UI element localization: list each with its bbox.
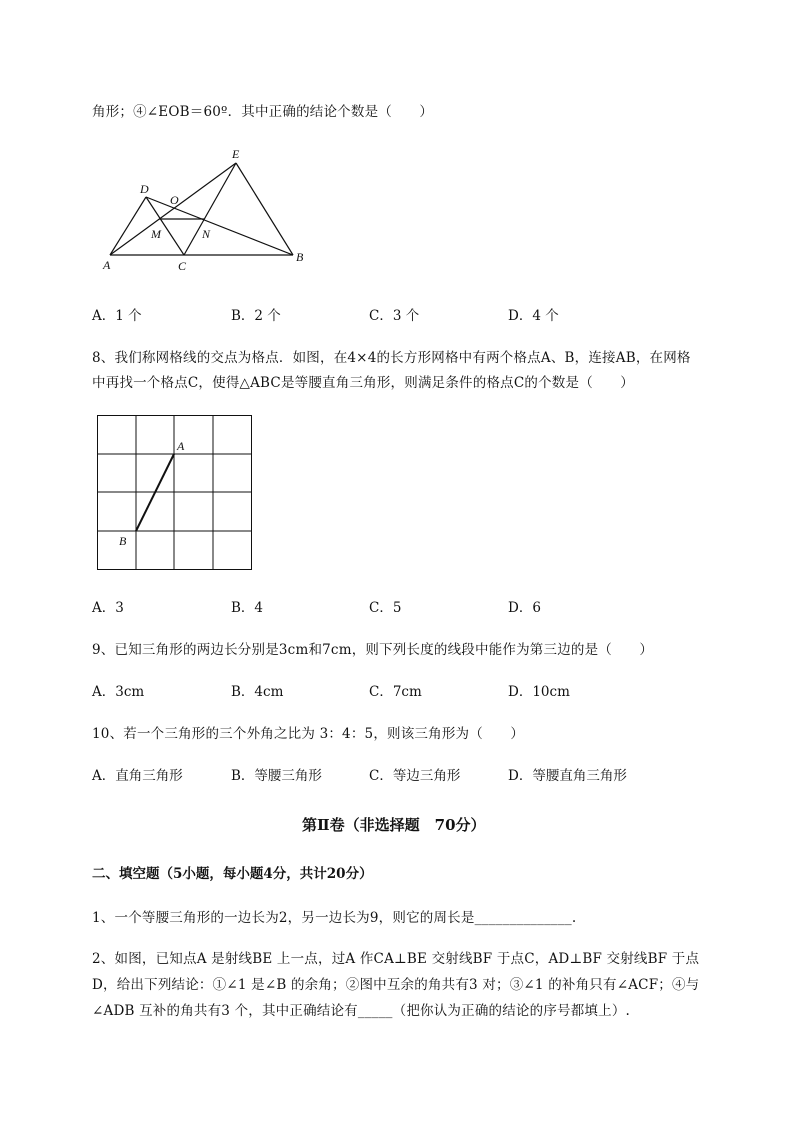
q9-option-c: C．7cm	[369, 684, 422, 700]
q8-option-d: D．6	[508, 600, 541, 616]
q10-text: 10、若一个三角形的三个外角之比为 3：4：5，则该三角形为（ ）	[92, 726, 525, 742]
label-E: E	[232, 147, 240, 161]
q10-option-d: D．等腰直角三角形	[508, 768, 627, 784]
fill2-text-line2: D，给出下列结论：①∠1 是∠B 的余角；②图中互余的角共有3 对；③∠1 的补角只有∠ACF；④与	[92, 977, 700, 993]
q7-option-b: B．2 个	[231, 308, 281, 324]
fill-section-heading: 二、填空题（5小题，每小题4分，共计20分）	[92, 866, 373, 882]
q9-text: 9、已知三角形的两边长分别是3cm和7cm，则下列长度的线段中能作为第三边的是（ ）	[92, 642, 654, 658]
q7-option-d: D．4 个	[508, 308, 559, 324]
q9-option-d: D．10cm	[508, 684, 570, 700]
q8-option-b: B．4	[231, 600, 264, 616]
q10-option-a: A．直角三角形	[92, 768, 183, 784]
label-D: D	[140, 182, 149, 196]
label-O: O	[170, 193, 179, 207]
label-B: B	[296, 250, 304, 264]
q8-text-line1: 8、我们称网格线的交点为格点．如图，在4×4的长方形网格中有两个格点A、B，连接AB，在网格	[92, 350, 691, 366]
q7-option-c: C．3 个	[369, 308, 420, 324]
fill2-text-line1: 2、如图，已知点A 是射线BE 上一点，过A 作CA⊥BE 交射线BF 于点C，AD⊥BF 交射线BF 于点	[92, 951, 700, 967]
grid-label-B: B	[119, 534, 127, 548]
q7-option-a: A．1 个	[92, 308, 142, 324]
fill2-text-line3: ∠ADB 互补的角共有3 个，其中正确结论有_____（把你认为正确的结论的序号都填上）.	[92, 1003, 631, 1019]
label-C: C	[178, 259, 187, 273]
q8-option-c: C．5	[369, 600, 402, 616]
label-M: M	[151, 227, 161, 241]
part2-title: 第Ⅱ卷（非选择题 70分）	[302, 816, 486, 834]
q9-option-b: B．4cm	[231, 684, 284, 700]
label-N: N	[202, 227, 211, 241]
q7-text-tail: 角形；④∠EOB＝60º．其中正确的结论个数是（ ）	[92, 104, 434, 120]
grid-label-A: A	[177, 439, 185, 453]
q9-option-a: A．3cm	[92, 684, 145, 700]
q8-text-line2: 中再找一个格点C，使得△ABC是等腰直角三角形，则满足条件的格点C的个数是（ ）	[92, 375, 634, 391]
q8-option-a: A．3	[92, 600, 124, 616]
fill1-text: 1、一个等腰三角形的一边长为2，另一边长为9，则它的周长是______________.	[92, 910, 577, 926]
q10-option-c: C．等边三角形	[369, 768, 461, 784]
label-A: A	[103, 258, 111, 272]
q8-grid-figure	[96, 414, 256, 574]
q7-geometry-figure	[100, 145, 320, 275]
q10-option-b: B．等腰三角形	[231, 768, 322, 784]
